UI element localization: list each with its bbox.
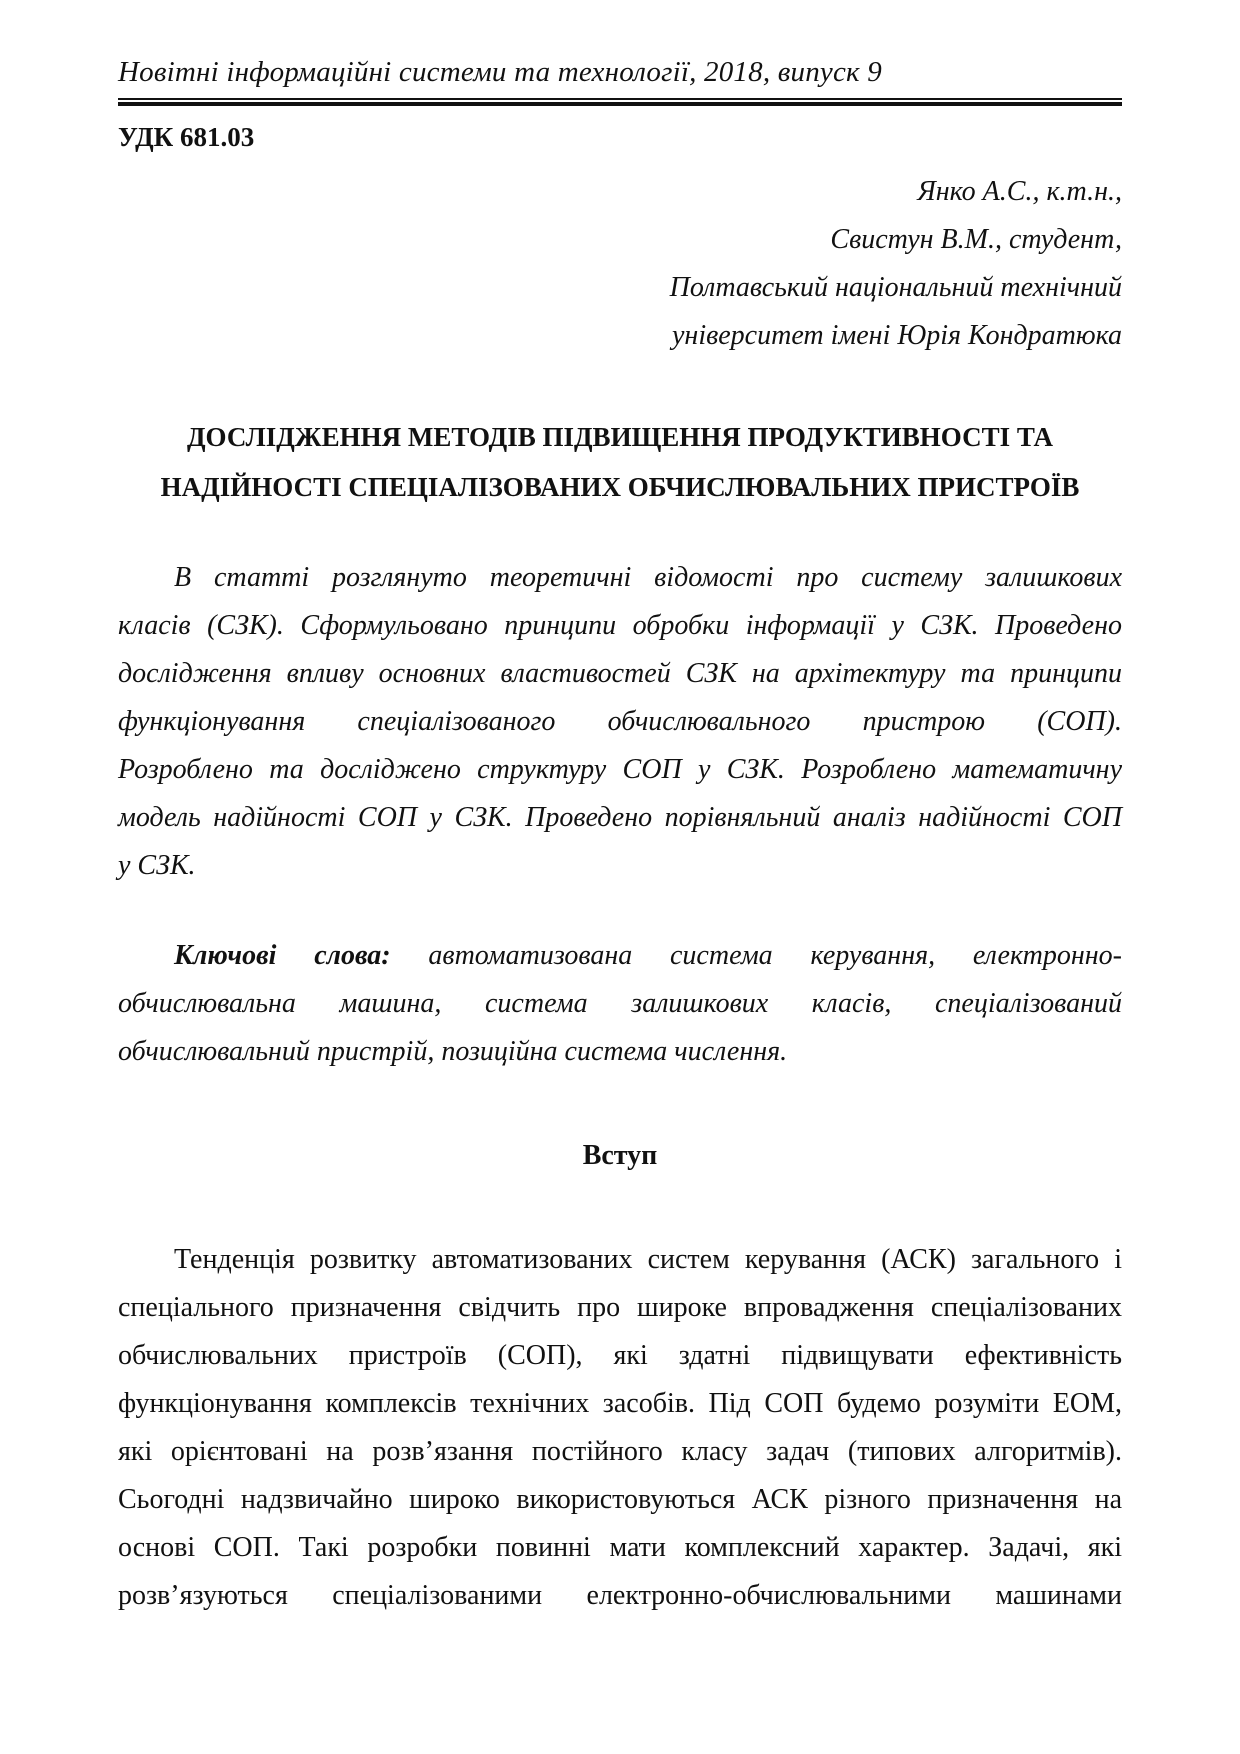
body-line: спеціального призначення свідчить про широке впровадження спеціалізованих [118,1292,1122,1323]
header-rule-thin [118,98,1122,100]
keywords-line: обчислювальний пристрій, позиційна система числення. [118,1036,788,1067]
running-header: Новітні інформаційні системи та технології, 2018, випуск 9 [118,56,882,88]
keywords-label: Ключові слова: [174,940,391,971]
body-line: розв’язуються спеціалізованими електронно-обчислювальними машинами [118,1580,1122,1611]
abstract-line: Розроблено та досліджено структуру СОП у СЗК. Розроблено математичну [118,754,1122,785]
paper-page [118,0,1122,1754]
keywords-line: обчислювальна машина, система залишкових класів, спеціалізований [118,988,1122,1019]
udc-code: УДК 681.03 [118,122,255,152]
title-line: НАДІЙНОСТІ СПЕЦІАЛІЗОВАНИХ ОБЧИСЛЮВАЛЬНИХ ПРИСТРОЇВ [160,472,1080,502]
title-line: ДОСЛІДЖЕННЯ МЕТОДІВ ПІДВИЩЕННЯ ПРОДУКТИВНОСТІ ТА [186,422,1054,452]
header-rule [118,98,1122,107]
abstract-line: В статті розглянуто теоретичні відомості про систему залишкових [174,562,1122,593]
keywords-line [118,932,1122,980]
body-line: які орієнтовані на розв’язання постійного класу задач (типових алгоритмів). [118,1436,1122,1467]
article-title [118,412,1122,512]
affiliation-line: Полтавський національний технічний [669,272,1122,303]
body-line: обчислювальних пристроїв (СОП), які здатні підвищувати ефективність [118,1340,1122,1371]
affiliation-line: університет імені Юрія Кондратюка [672,320,1122,351]
keywords [118,932,1122,1076]
keywords-text: автоматизована система керування, електронно- [428,940,1123,971]
abstract-line: у СЗК. [118,850,196,881]
body-paragraph [118,1236,1122,1620]
author-block [422,168,1122,360]
author-line: Свистун В.М., студент, [830,224,1122,255]
body-line: функціонування комплексів технічних засобів. Під СОП будемо розуміти ЕОМ, [118,1388,1122,1419]
body-line: Тенденція розвитку автоматизованих систем керування (АСК) загального і [174,1244,1122,1275]
abstract-line: дослідження впливу основних властивостей СЗК на архітектуру та принципи [118,658,1122,689]
body-line: основі СОП. Такі розробки повинні мати комплексний характер. Задачі, які [118,1532,1122,1563]
body-line: Сьогодні надзвичайно широко використовуються АСК різного призначення на [118,1484,1122,1515]
abstract [118,554,1122,890]
header-rule-thick [118,102,1122,106]
section-heading: Вступ [582,1140,658,1171]
abstract-line: функціонування спеціалізованого обчислювального пристрою (СОП). [118,706,1122,737]
abstract-line: модель надійності СОП у СЗК. Проведено порівняльний аналіз надійності СОП [118,802,1122,833]
author-line: Янко А.С., к.т.н., [917,176,1122,207]
abstract-line: класів (СЗК). Сформульовано принципи обробки інформації у СЗК. Проведено [118,610,1122,641]
